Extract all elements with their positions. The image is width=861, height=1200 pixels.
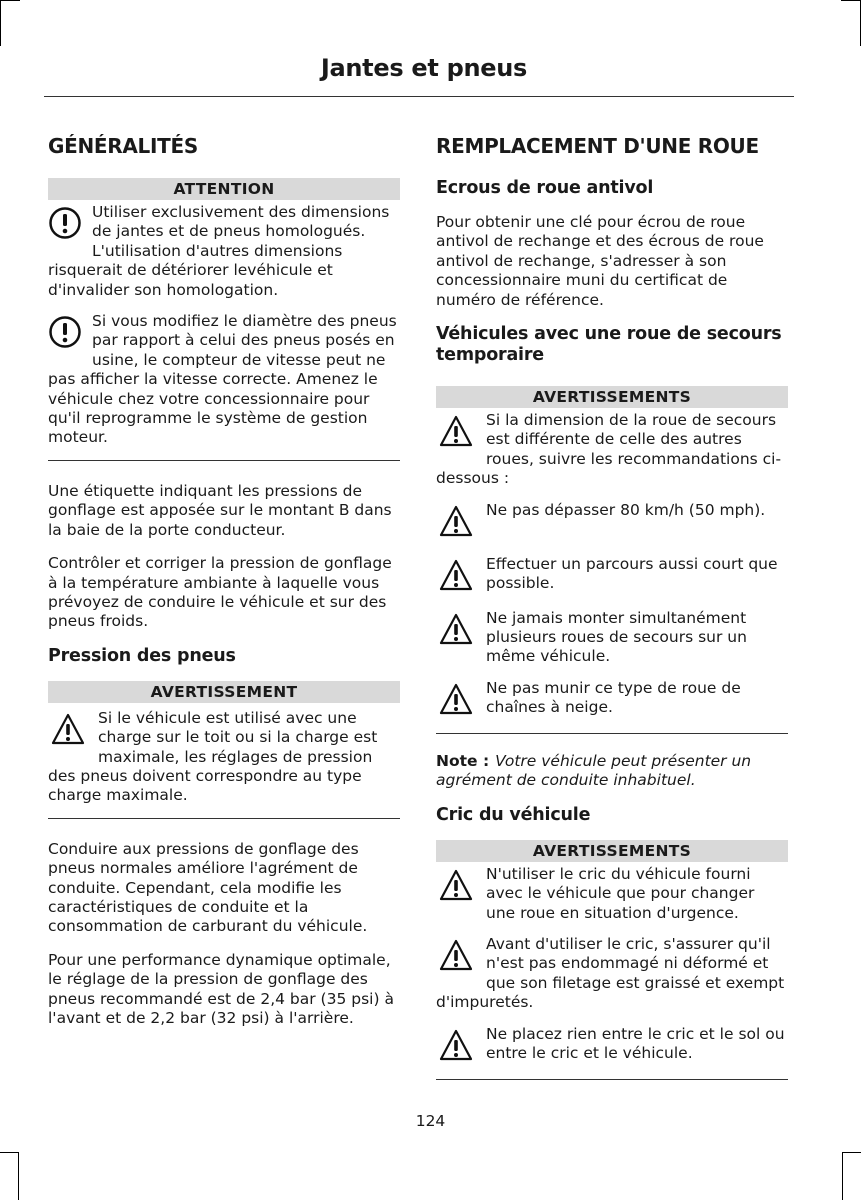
attention-text: Utiliser exclusivement des dimensions de jantes et de pneus homologués. L'utilisation d'autres dimensions risquerait de détériorer levéhicule et d'invalider son homologation. — [48, 203, 390, 299]
subheading-ecrous: Ecrous de roue antivol — [436, 178, 654, 198]
warning-triangle-icon — [436, 1028, 476, 1062]
section-heading-remplacement: REMPLACEMENT D'UNE ROUE — [436, 134, 759, 158]
subheading-pression: Pression des pneus — [48, 645, 236, 666]
warning-text: Avant d'utiliser le cric, s'assurer qu'il n'est pas endommagé ni déformé et que son filetage est graissé et exempt d'impuretés. — [436, 934, 785, 1012]
warning-triangle-icon — [436, 682, 476, 716]
warning-item — [436, 679, 788, 721]
warning-triangle-icon — [48, 712, 88, 746]
box-divider — [48, 818, 400, 819]
note-text: Votre véhicule peut présenter un agrément de conduite inhabituel. — [436, 751, 752, 790]
attention-item — [48, 203, 400, 300]
warning-item — [436, 865, 788, 923]
exclamation-circle-icon — [48, 315, 82, 349]
subheading-roue-secours: Véhicules avec une roue de secours temporaire — [436, 324, 782, 366]
warning-text: Ne pas munir ce type de roue de chaînes à neige. — [486, 678, 741, 717]
warning-item — [436, 935, 788, 1013]
page-number: 124 — [415, 1112, 446, 1130]
box-divider — [436, 733, 788, 734]
attention-text: Si vous modifiez le diamètre des pneus par rapport à celui des pneus posés en usine, le compteur de vitesse peut ne pas afficher la vitesse correcte. Amenez le véhicule chez votre concessionnaire pour qu'il reprogramme le système de gestion moteur. — [48, 312, 397, 447]
attention-header: ATTENTION — [48, 178, 400, 200]
page-title: Jantes et pneus — [320, 54, 527, 82]
note-label: Note : — [436, 751, 490, 770]
warnings-header: AVERTISSEMENTS — [436, 840, 788, 862]
crop-mark — [0, 0, 20, 1]
warning-triangle-icon — [436, 558, 476, 592]
warning-item — [48, 709, 400, 806]
warning-text: Ne jamais monter simultanément plusieurs roues de secours sur un même véhicule. — [486, 608, 747, 666]
section-heading-generalites: GÉNÉRALITÉS — [48, 134, 198, 158]
warning-text: Ne pas dépasser 80 km/h (50 mph). — [486, 500, 766, 519]
crop-mark — [0, 0, 1, 46]
paragraph: Pour obtenir une clé pour écrou de roue antivol de rechange et des écrous de roue antivol de rechange, s'adresser à son concessionnaire muni du certificat de numéro de référence. — [436, 213, 764, 309]
warning-item — [436, 555, 788, 597]
crop-mark — [18, 1152, 19, 1200]
crop-mark — [841, 0, 861, 1]
warning-triangle-icon — [436, 414, 476, 448]
note — [436, 752, 788, 791]
exclamation-circle-icon — [48, 206, 82, 240]
crop-mark — [0, 1152, 18, 1153]
warning-text: Si la dimension de la roue de secours est différente de celle des autres roues, suivre les recommandations ci-dessous : — [436, 411, 782, 488]
subheading-cric: Cric du véhicule — [436, 804, 591, 825]
warning-triangle-icon — [436, 938, 476, 972]
warning-text: N'utiliser le cric du véhicule fourni avec le véhicule que pour changer une roue en situation d'urgence. — [486, 864, 755, 922]
box-divider — [48, 460, 400, 461]
crop-mark — [843, 1152, 861, 1153]
warning-text: Si le véhicule est utilisé avec une charge sur le toit ou si la charge est maximale, les réglages de pression des pneus doivent correspondre au type charge maximale. — [48, 708, 378, 805]
warning-triangle-icon — [436, 504, 476, 538]
warning-triangle-icon — [436, 612, 476, 646]
paragraph: Une étiquette indiquant les pressions de gonflage est apposée sur le montant B dans la baie de la porte conducteur. — [48, 481, 392, 539]
title-divider — [44, 96, 794, 97]
attention-item — [48, 312, 400, 448]
warning-item — [436, 609, 788, 667]
warning-item — [436, 1025, 788, 1067]
warning-item — [436, 501, 788, 543]
paragraph: Conduire aux pressions de gonflage des pneus normales améliore l'agrément de conduite. Cependant, cela modifie les caractéristiques de conduite et la consommation de carburant du véhicule. — [48, 839, 368, 936]
paragraph: Contrôler et corriger la pression de gonflage à la température ambiante à laquelle vous prévoyez de conduire le véhicule et sur des pneus froids. — [48, 554, 392, 631]
left-column — [48, 128, 400, 1042]
warning-text: Ne placez rien entre le cric et le sol ou entre le cric et le véhicule. — [486, 1024, 785, 1062]
warning-text: Effectuer un parcours aussi court que possible. — [486, 554, 778, 593]
warning-triangle-icon — [436, 868, 476, 902]
warnings-header: AVERTISSEMENTS — [436, 386, 788, 408]
warning-item — [436, 411, 788, 489]
paragraph: Pour une performance dynamique optimale, le réglage de la pression de gonflage des pneus recommandé est de 2,4 bar (35 psi) à l'avant et de 2,2 bar (32 psi) à l'arrière. — [48, 950, 394, 1027]
box-divider — [436, 1079, 788, 1080]
crop-mark — [842, 1152, 843, 1200]
right-column — [436, 128, 788, 1101]
warning-header: AVERTISSEMENT — [48, 681, 400, 703]
